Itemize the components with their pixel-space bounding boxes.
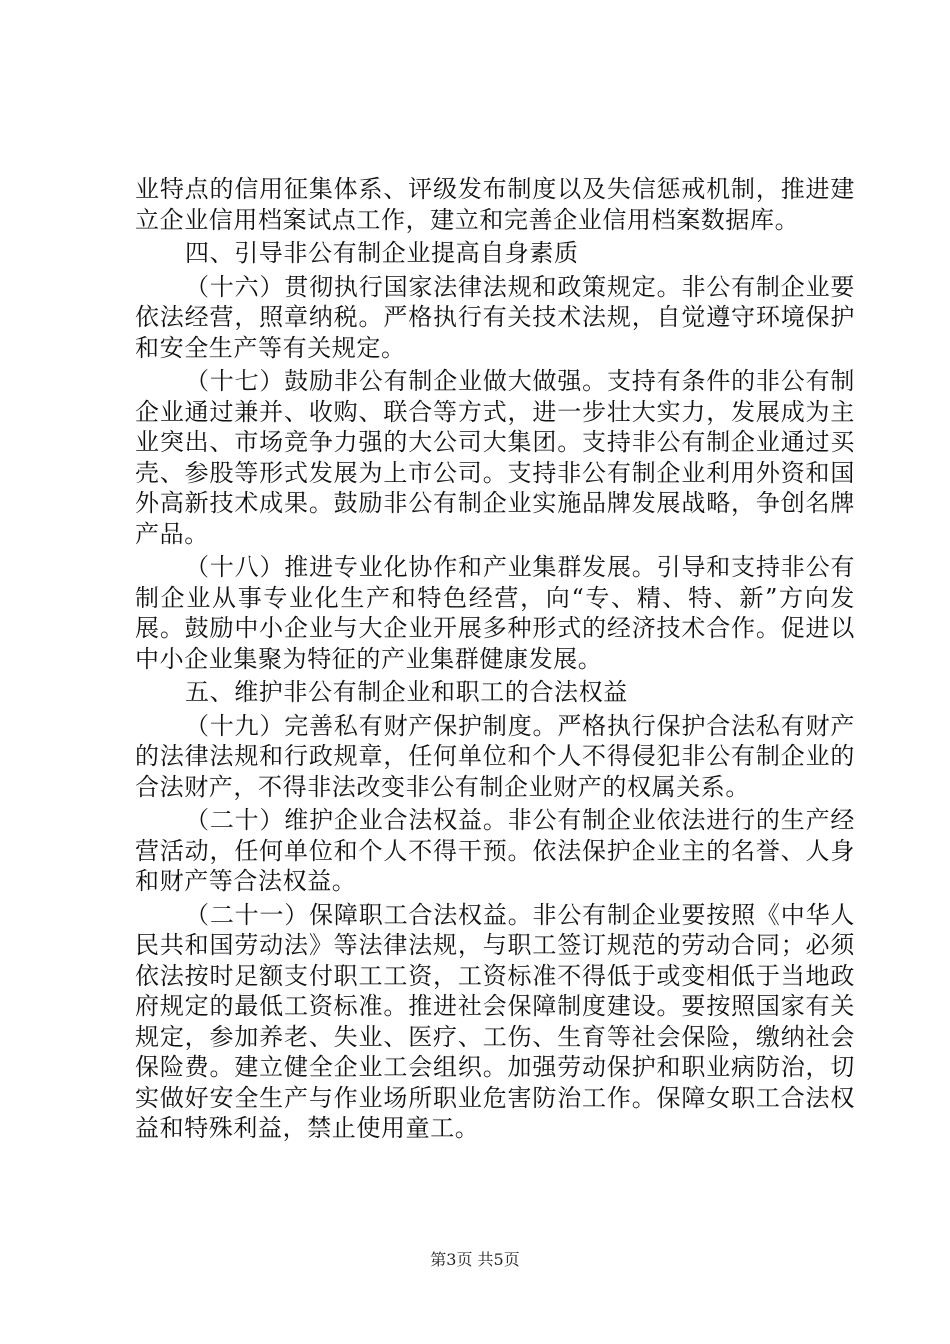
paragraph-item-18: （十八）推进专业化协作和产业集群发展。引导和支持非公有制企业从事专业化生产和特色经营，向“专、精、特、新”方向发展。鼓励中小企业与大企业开展多种形式的经济技术合作。促进以中小企业集聚为特征的产业集群健康发展。 [135, 553, 855, 673]
paragraph-item-20: （二十）维护企业合法权益。非公有制企业依法进行的生产经营活动，任何单位和个人不得干预。依法保护企业主的名誉、人身和财产等合法权益。 [135, 806, 855, 895]
section-heading-four: 四、引导非公有制企业提高自身素质 [185, 239, 579, 267]
paragraph-item-17: （十七）鼓励非公有制企业做大做强。支持有条件的非公有制企业通过兼并、收购、联合等方式，进一步壮大实力，发展成为主业突出、市场竞争力强的大公司大集团。支持非公有制企业通过买壳、参股等形式发展为上市公司。支持非公有制企业利用外资和国外高新技术成果。鼓励非公有制企业实施品牌发展战略，争创名牌产品。 [135, 367, 855, 548]
page-number-footer: 第3页 共5页 [430, 1250, 520, 1269]
document-body [135, 174, 855, 1147]
paragraph-item-19: （十九）完善私有财产保护制度。严格执行保护合法私有财产的法律法规和行政规章，任何单位和个人不得侵犯非公有制企业的合法财产，不得非法改变非公有制企业财产的权属关系。 [135, 711, 855, 801]
paragraph-continuation: 业特点的信用征集体系、评级发布制度以及失信惩戒机制，推进建立企业信用档案试点工作，建立和完善企业信用档案数据库。 [135, 175, 855, 234]
paragraph-item-16: （十六）贯彻执行国家法律法规和政策规定。非公有制企业要依法经营，照章纳税。严格执行有关技术法规，自觉遵守环境保护和安全生产等有关规定。 [135, 272, 855, 362]
paragraph-item-21: （二十一）保障职工合法权益。非公有制企业要按照《中华人民共和国劳动法》等法律法规，与职工签订规范的劳动合同；必须依法按时足额支付职工工资，工资标准不得低于或变相低于当地政府规定的最低工资标准。推进社会保障制度建设。要按照国家有关规定，参加养老、失业、医疗、工伤、生育等社会保险，缴纳社会保险费。建立健全企业工会组织。加强劳动保护和职业病防治，切实做好安全生产与作业场所职业危害防治工作。保障女职工合法权益和特殊利益，禁止使用童工。 [135, 900, 855, 1142]
section-heading-five: 五、维护非公有制企业和职工的合法权益 [185, 678, 628, 706]
